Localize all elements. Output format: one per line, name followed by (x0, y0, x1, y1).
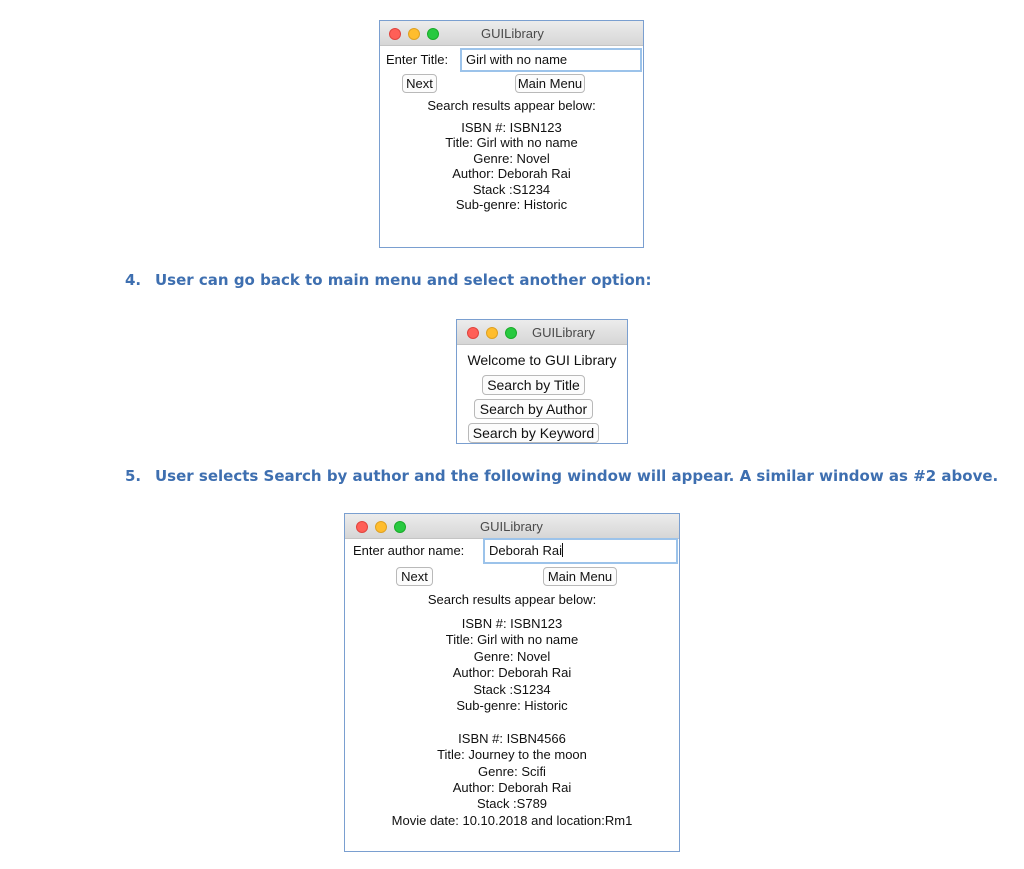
guilibrary-window-main-menu (456, 319, 628, 444)
search-by-author-button[interactable]: Search by Author (474, 399, 593, 419)
next-button[interactable]: Next (396, 567, 433, 586)
author-input-value: Deborah Rai (489, 543, 562, 558)
window-title: GUILibrary (480, 519, 543, 534)
title-field-label: Enter Title: (386, 52, 449, 67)
author-field-label: Enter author name: (353, 543, 465, 558)
step-4-instruction (125, 271, 651, 289)
results-heading: Search results appear below: (427, 98, 596, 113)
result-line: Stack :S789 (476, 796, 548, 812)
window-controls (467, 327, 524, 339)
guilibrary-window-search-title (379, 20, 644, 248)
result-line: Genre: Novel (473, 150, 550, 166)
main-menu-button[interactable]: Main Menu (543, 567, 617, 586)
result-line: Title: Girl with no name (445, 632, 579, 648)
result-spacer (345, 714, 679, 730)
close-icon[interactable] (467, 327, 479, 339)
zoom-icon[interactable] (427, 28, 439, 40)
result-line: Stack :S1234 (473, 681, 551, 697)
search-by-keyword-button[interactable]: Search by Keyword (468, 423, 599, 443)
search-results (345, 616, 679, 829)
window-titlebar[interactable] (345, 514, 679, 539)
close-icon[interactable] (389, 28, 401, 40)
step-text: User can go back to main menu and select another option: (155, 271, 652, 289)
title-input[interactable] (460, 48, 642, 72)
result-line: Stack :S1234 (472, 181, 551, 197)
welcome-label: Welcome to GUI Library (467, 352, 617, 368)
window-controls (356, 521, 413, 533)
step-number: 4. (125, 271, 142, 289)
window-title: GUILibrary (481, 26, 544, 41)
results-heading: Search results appear below: (427, 592, 597, 607)
next-button[interactable]: Next (402, 74, 437, 93)
text-caret (562, 543, 563, 557)
minimize-icon[interactable] (486, 327, 498, 339)
search-by-title-button[interactable]: Search by Title (482, 375, 585, 395)
step-5-instruction (125, 467, 998, 485)
minimize-icon[interactable] (408, 28, 420, 40)
zoom-icon[interactable] (394, 521, 406, 533)
result-line: Movie date: 10.10.2018 and location:Rm1 (391, 812, 633, 828)
search-results (380, 120, 643, 212)
result-line: Genre: Scifi (478, 763, 546, 779)
result-line: Genre: Novel (473, 648, 551, 664)
result-line: Title: Girl with no name (445, 135, 578, 151)
result-line: Sub-genre: Historic (455, 196, 568, 212)
zoom-icon[interactable] (505, 327, 517, 339)
step-text: User selects Search by author and the following window will appear. A similar window as #2 above. (155, 467, 999, 485)
title-input-value: Girl with no name (466, 52, 568, 67)
result-line: Author: Deborah Rai (452, 166, 571, 182)
result-line: ISBN #: ISBN4566 (458, 730, 566, 746)
result-line: Sub-genre: Historic (456, 697, 568, 713)
result-line: Author: Deborah Rai (452, 779, 572, 795)
guilibrary-window-search-author (344, 513, 680, 852)
result-line: Title: Journey to the moon (437, 747, 587, 763)
window-titlebar[interactable] (457, 320, 627, 345)
result-line: ISBN #: ISBN123 (461, 616, 563, 631)
author-input[interactable] (483, 538, 678, 564)
result-line: ISBN #: ISBN123 (461, 120, 562, 135)
step-number: 5. (125, 467, 142, 485)
main-menu-button[interactable]: Main Menu (515, 74, 585, 93)
minimize-icon[interactable] (375, 521, 387, 533)
close-icon[interactable] (356, 521, 368, 533)
result-line: Author: Deborah Rai (452, 665, 572, 681)
window-titlebar[interactable] (380, 21, 643, 46)
window-controls (389, 28, 446, 40)
window-title: GUILibrary (532, 325, 595, 340)
